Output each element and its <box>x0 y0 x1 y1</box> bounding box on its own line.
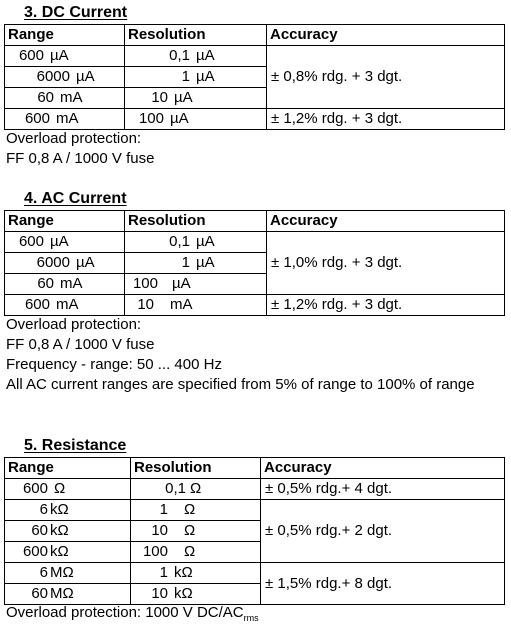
resolution-cell <box>125 109 267 130</box>
resolution-unit: Ω <box>184 543 196 560</box>
resolution-cell <box>125 295 267 316</box>
resolution-cell <box>125 67 267 88</box>
accuracy-cell: ± 1,2% rdg. + 3 dgt. <box>267 295 505 316</box>
header-accuracy: Accuracy <box>261 458 505 479</box>
range-cell <box>5 109 125 130</box>
table-header-row <box>5 211 505 232</box>
resolution-unit: kΩ <box>174 585 193 602</box>
resolution-value: 1 <box>181 254 190 271</box>
header-resolution: Resolution <box>125 211 267 232</box>
resolution-unit: mA <box>170 296 193 313</box>
resolution-value: 100 <box>132 275 158 292</box>
range-cell <box>5 88 125 109</box>
range-value: 600 <box>18 47 44 64</box>
header-accuracy: Accuracy <box>267 25 505 46</box>
range-cell <box>5 253 125 274</box>
range-cell <box>5 232 125 253</box>
range-unit: µA <box>50 47 69 64</box>
range-cell <box>5 563 131 584</box>
res-overload-text: Overload protection: 1000 V DC/AC <box>6 604 244 621</box>
table-row <box>5 295 505 316</box>
resolution-value: 10 <box>137 296 154 313</box>
table-row <box>5 109 505 130</box>
dc-current-table <box>4 24 505 130</box>
range-value: 600 <box>24 110 50 127</box>
resolution-cell <box>125 88 267 109</box>
resolution-unit: µA <box>174 89 193 106</box>
range-cell <box>5 274 125 295</box>
resolution-unit: Ω <box>184 501 196 518</box>
resolution-cell <box>131 479 261 500</box>
dc-fuse-note: FF 0,8 A / 1000 V fuse <box>6 150 155 167</box>
resolution-cell <box>131 563 261 584</box>
resolution-unit: µA <box>170 110 189 127</box>
range-value: 60 <box>37 275 54 292</box>
range-value: 600 <box>22 480 48 497</box>
table-row <box>5 46 505 67</box>
range-value: 600 <box>24 296 50 313</box>
range-value: 60 <box>31 522 48 539</box>
header-range: Range <box>5 211 125 232</box>
ac-ranges-note: All AC current ranges are specified from 5% of range to 100% of range <box>6 376 475 393</box>
header-resolution: Resolution <box>125 25 267 46</box>
resolution-value: 0,1 <box>169 47 190 64</box>
range-cell <box>5 295 125 316</box>
dc-overload-note: Overload protection: <box>6 130 142 147</box>
range-unit: MΩ <box>50 564 74 581</box>
range-unit: µA <box>76 68 95 85</box>
range-cell <box>5 46 125 67</box>
range-value: 600 <box>18 233 44 250</box>
resolution-value: 10 <box>151 585 168 602</box>
range-value: 60 <box>31 585 48 602</box>
res-section-title: 5. Resistance <box>24 437 127 454</box>
range-value: 600 <box>22 543 48 560</box>
resolution-unit: kΩ <box>174 564 193 581</box>
range-unit: µA <box>50 233 69 250</box>
range-unit: kΩ <box>50 522 69 539</box>
resolution-cell <box>125 46 267 67</box>
range-unit: kΩ <box>50 501 69 518</box>
range-unit: Ω <box>54 480 66 497</box>
resolution-unit: µA <box>196 254 215 271</box>
range-cell <box>5 479 131 500</box>
resolution-unit: µA <box>196 47 215 64</box>
resolution-value: 1 <box>159 564 168 581</box>
range-unit: µA <box>76 254 95 271</box>
range-cell <box>5 521 131 542</box>
dc-section-title: 3. DC Current <box>24 4 128 21</box>
res-overload-note <box>6 603 259 628</box>
range-value: 60 <box>37 89 54 106</box>
range-value: 6 <box>39 501 48 518</box>
resolution-cell <box>131 500 261 521</box>
range-cell <box>5 500 131 521</box>
ac-fuse-note: FF 0,8 A / 1000 V fuse <box>6 336 155 353</box>
range-unit: kΩ <box>50 543 69 560</box>
range-value: 6000 <box>36 68 70 85</box>
accuracy-cell: ± 1,0% rdg. + 3 dgt. <box>267 232 505 295</box>
range-unit: mA <box>60 89 83 106</box>
resolution-value: 0,1 <box>165 480 186 497</box>
header-range: Range <box>5 458 131 479</box>
rms-subscript: rms <box>243 613 259 623</box>
resolution-cell <box>125 232 267 253</box>
accuracy-cell: ± 0,8% rdg. + 3 dgt. <box>267 46 505 109</box>
table-row <box>5 563 505 584</box>
accuracy-cell: ± 0,5% rdg.+ 2 dgt. <box>261 500 505 563</box>
resolution-value: 0,1 <box>169 233 190 250</box>
resolution-cell <box>131 521 261 542</box>
resolution-value: 100 <box>142 543 168 560</box>
range-cell <box>5 542 131 563</box>
range-unit: mA <box>60 275 83 292</box>
resolution-unit: Ω <box>184 522 196 539</box>
header-accuracy: Accuracy <box>267 211 505 232</box>
resolution-value: 10 <box>151 522 168 539</box>
ac-current-table <box>4 210 505 316</box>
table-row <box>5 500 505 521</box>
range-value: 6 <box>39 564 48 581</box>
accuracy-cell: ± 0,5% rdg.+ 4 dgt. <box>261 479 505 500</box>
table-header-row <box>5 25 505 46</box>
resolution-cell <box>125 253 267 274</box>
header-resolution: Resolution <box>131 458 261 479</box>
ac-overload-note: Overload protection: <box>6 316 142 333</box>
table-row <box>5 479 505 500</box>
resolution-cell <box>125 274 267 295</box>
resolution-cell <box>131 584 261 605</box>
resolution-unit: µA <box>196 68 215 85</box>
resolution-cell <box>131 542 261 563</box>
range-unit: mA <box>56 110 79 127</box>
table-header-row <box>5 458 505 479</box>
resolution-value: 10 <box>151 89 168 106</box>
resolution-unit: µA <box>196 233 215 250</box>
resolution-unit: µA <box>172 275 191 292</box>
ac-frequency-note: Frequency - range: 50 ... 400 Hz <box>6 356 222 373</box>
resolution-unit: Ω <box>190 480 202 497</box>
range-cell <box>5 67 125 88</box>
accuracy-cell: ± 1,2% rdg. + 3 dgt. <box>267 109 505 130</box>
accuracy-cell: ± 1,5% rdg.+ 8 dgt. <box>261 563 505 605</box>
table-row <box>5 232 505 253</box>
resolution-value: 1 <box>181 68 190 85</box>
resistance-table <box>4 457 505 605</box>
ac-section-title: 4. AC Current <box>24 190 127 207</box>
range-unit: MΩ <box>50 585 74 602</box>
range-unit: mA <box>56 296 79 313</box>
resolution-value: 100 <box>138 110 164 127</box>
range-value: 6000 <box>36 254 70 271</box>
resolution-value: 1 <box>159 501 168 518</box>
header-range: Range <box>5 25 125 46</box>
range-cell <box>5 584 131 605</box>
